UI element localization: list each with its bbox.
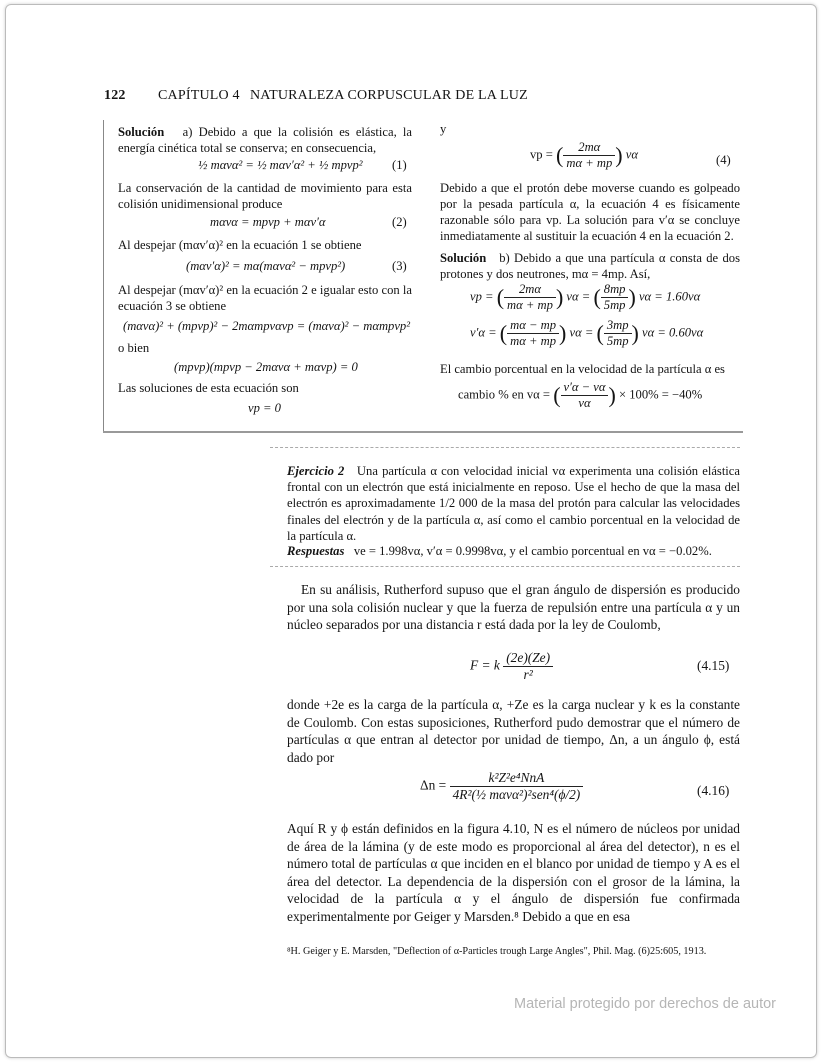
equation-vp-zero: vp = 0: [248, 401, 281, 415]
eq6-den2: 5mp: [604, 333, 632, 349]
eq6-num1: mα − mp: [510, 318, 556, 332]
equation-vp-value: vp = ( $\frac{2m\alpha}{m\alpha + mp}$ ) vα = ( $\frac{8mp}{5mp}$ ) vα = 1.60vα: [470, 282, 701, 312]
chapter-title: NATURALEZA CORPUSCULAR DE LA LUZ: [250, 88, 528, 103]
eq7-rhs: × 100% = −40%: [618, 387, 703, 402]
equation-valpha-value: v′α = ( $\frac{m\alpha - mp}{m\alpha + mp}$ ) vα = ( $\frac{3mp}{5mp}$ ) vα = 0.60vα: [470, 318, 704, 348]
eq415-den: r²: [503, 666, 553, 683]
box-border-bottom: [103, 431, 743, 433]
copyright-watermark: Material protegido por derechos de autor: [514, 996, 776, 1012]
paragraph-solve-1: Al despejar (mαv′α)² en la ecuación 1 se obtiene: [118, 238, 362, 252]
eq7-den: vα: [561, 395, 609, 411]
solution-a-intro: [118, 124, 412, 156]
solution-a-text: a) Debido a que la colisión es elástica, la energía cinética total se conserva; en consecuencia,: [118, 125, 412, 155]
eq6-mid: vα =: [569, 325, 594, 340]
equation-expanded: (mαvα)² + (mpvp)² − 2mαmpvαvp = (mαvα)² − mαmpvp²: [123, 319, 410, 333]
equation-4-16: [420, 770, 583, 803]
exercise-label: Ejercicio 2: [287, 464, 345, 478]
eq5-rhs: vα = 1.60vα: [638, 289, 701, 304]
solution-b-label: Solución: [440, 251, 487, 265]
eq4-rhs: vα: [625, 147, 638, 162]
eq4-numerator: 2mα: [578, 140, 601, 154]
eq6-lhs: v′α =: [470, 325, 497, 340]
equation-1: ½ mαvα² = ½ mαv′α² + ½ mpvp²: [198, 158, 363, 172]
paragraph-coulomb: donde +2e es la carga de la partícula α, +Ze es la carga nuclear y k es la constante de Coulomb. Con estas suposiciones, Rutherford pudo demostrar que el número de partículas α que entran al detector por unidad de tiempo, Δn, a un ángulo ϕ, está dado por: [287, 697, 740, 765]
paragraph-percent-change: El cambio porcentual en la velocidad de la partícula α es: [440, 362, 725, 376]
equation-2-number: (2): [392, 215, 407, 229]
equation-3-number: (3): [392, 259, 407, 273]
eq7-num: v′α − vα: [563, 380, 606, 394]
chapter-label: CAPÍTULO 4: [158, 88, 240, 103]
box-border-left: [103, 120, 104, 432]
eq416-num: k²Z²e⁴NnA: [488, 770, 545, 785]
exercise-top-rule: [270, 447, 740, 449]
page-number: 122: [104, 88, 126, 103]
eq5-den1: mα + mp: [504, 297, 556, 313]
eq5-num2: 8mp: [603, 282, 626, 296]
paragraph-proton: Debido a que el protón debe moverse cuando es golpeado por la pesada partícula α, la ecuación 4 es físicamente razonable sólo para vp. La solución para v′α se concluye inmediatamente al sustituir la ecuación 4 en la ecuación 2.: [440, 181, 740, 243]
eq4-denominator: mα + mp: [563, 155, 615, 171]
eq5-lhs: vp =: [470, 289, 494, 304]
paragraph-definitions: Aquí R y ϕ están definidos en la figura 4.10, N es el número de núcleos por unidad de área de la lámina (y de este modo es proporcional al área del detector), n es el número total de partículas α que inciden en el blanco por unidad de tiempo y A es el área del detector. La dependencia de la dispersión con el grosor de la lámina, la velocidad de la partícula α y el ángulo de dispersión fue confirmada experimentalmente por Geiger y Marsden.⁸ Debido a que en esa: [287, 821, 740, 924]
equation-4-15-number: (4.15): [697, 658, 730, 673]
solution-b: [440, 250, 740, 282]
eq416-den: 4R²(½ mαvα²)²sen⁴(ϕ/2): [450, 786, 584, 803]
eq415-num: (2e)(Ze): [506, 650, 551, 665]
exercise-bottom-rule: [270, 566, 740, 568]
equation-factored: (mpvp)(mpvp − 2mαvα + mαvp) = 0: [174, 360, 358, 374]
eq7-lhs: cambio % en vα =: [458, 387, 551, 402]
eq415-lhs: F = k: [470, 657, 500, 673]
equation-4-15: [470, 650, 553, 683]
text-y: y: [440, 122, 447, 136]
equation-percent-change: cambio % en vα = ( $\frac{v'\alpha - v\alpha}{v\alpha}$ ) × 100% = −40%: [458, 380, 703, 410]
paragraph-solutions: Las soluciones de esta ecuación son: [118, 381, 299, 395]
equation-4-16-number: (4.16): [697, 783, 730, 798]
equation-2: mαvα = mpvp + mαv′α: [210, 215, 326, 229]
paragraph-solve-2: Al despejar (mαv′α)² en la ecuación 2 e igualar esto con la ecuación 3 se obtiene: [118, 283, 412, 313]
answers-text: ve = 1.998vα, v′α = 0.9998vα, y el cambio porcentual en vα = −0.02%.: [353, 544, 712, 558]
eq5-mid: vα =: [566, 289, 591, 304]
exercise-answers: [287, 543, 740, 559]
equation-4: vp = ( $\frac{2m\alpha}{m\alpha + mp}$ ) vα: [530, 140, 638, 170]
text-o-bien: o bien: [118, 341, 150, 355]
footnote: ⁸H. Geiger y E. Marsden, "Deflection of α-Particles trough Large Angles", Phil. Mag. (6)25:605, 1913.: [287, 946, 707, 957]
answers-label: Respuestas: [287, 544, 345, 558]
equation-3: (mαv′α)² = mα(mαvα² − mpvp²): [186, 259, 346, 273]
eq4-lhs: vp =: [530, 147, 553, 162]
paragraph-rutherford: En su análisis, Rutherford supuso que el gran ángulo de dispersión es producido por una sola colisión nuclear y que la fuerza de repulsión entre una partícula α y un núcleo separados por una distancia r está dada por la ley de Coulomb,: [287, 582, 740, 633]
solution-label: Solución: [118, 125, 165, 139]
exercise-2: [287, 463, 740, 544]
eq6-den1: mα + mp: [507, 333, 559, 349]
eq5-den2: 5mp: [601, 297, 629, 313]
eq5-num1: 2mα: [518, 282, 541, 296]
exercise-text: Una partícula α con velocidad inicial vα experimenta una colisión elástica frontal con un electrón que está inicialmente en reposo. Use el hecho de que la masa del electrón es aproximadamente 1/2 000 de la masa del protón para calcular las velocidades finales del electrón y de la partícula α, así como el cambio porcentual en la velocidad de la partícula α.: [287, 464, 740, 543]
eq6-rhs: vα = 0.60vα: [642, 325, 704, 340]
equation-1-number: (1): [392, 158, 407, 172]
equation-4-number: (4): [716, 153, 731, 167]
solution-b-text: b) Debido a que una partícula α consta de dos protones y dos neutrones, mα = 4mp. Así,: [440, 251, 740, 281]
eq6-num2: 3mp: [606, 318, 629, 332]
paragraph-momentum: La conservación de la cantidad de movimiento para esta colisión unidimensional produce: [118, 181, 412, 211]
eq416-lhs: Δn =: [420, 777, 447, 793]
